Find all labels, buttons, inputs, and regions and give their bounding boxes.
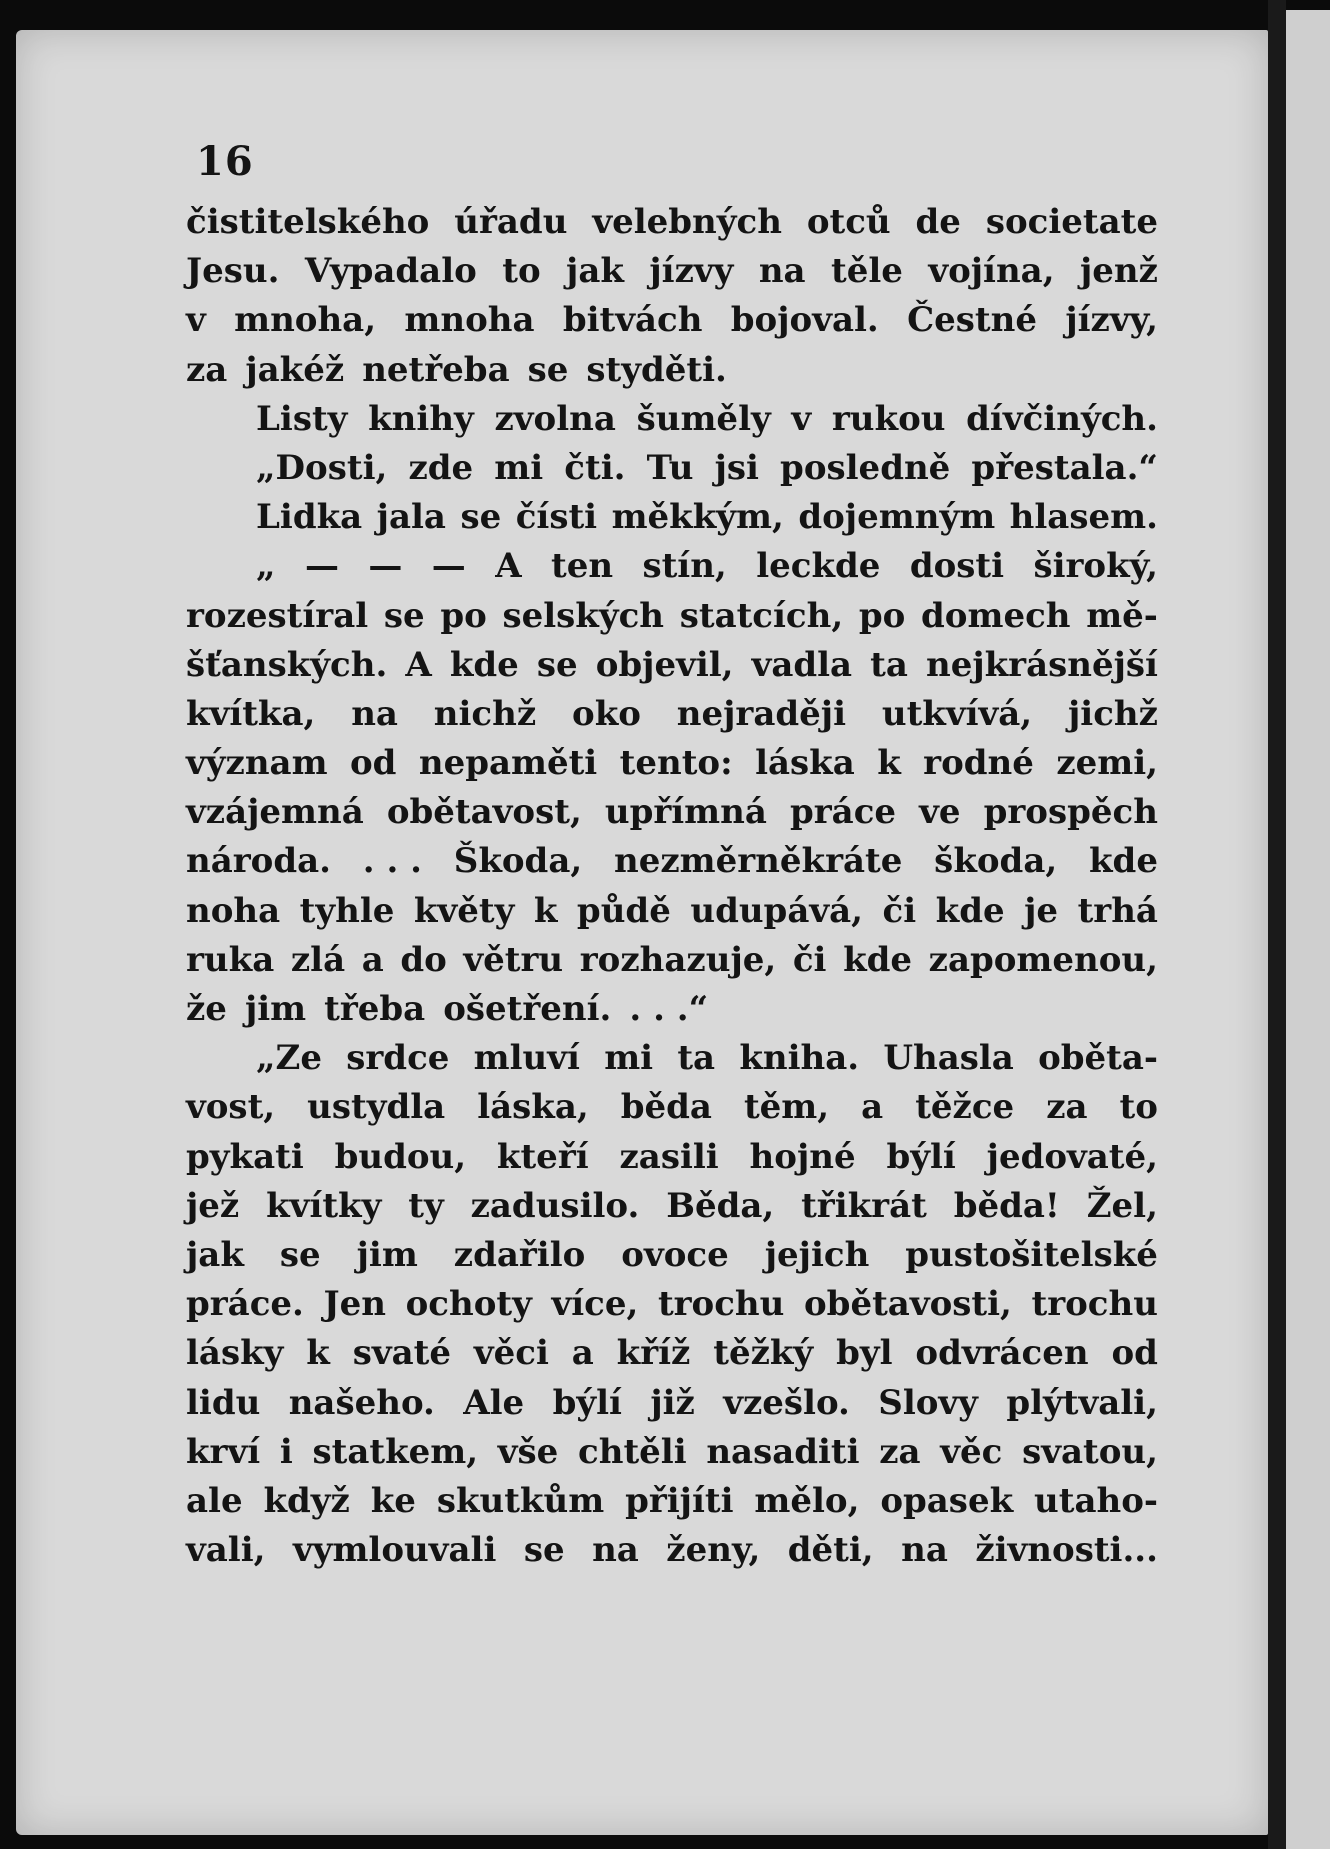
word: statcích, — [679, 595, 844, 636]
word: práce. — [186, 1284, 304, 1325]
word: — — [431, 546, 466, 587]
word: jak — [566, 251, 624, 292]
word: rozestíral — [186, 595, 369, 636]
word: zadusilo. — [470, 1185, 640, 1226]
word: skutkům — [436, 1480, 605, 1521]
word: a — [361, 939, 384, 980]
word: tento: — [619, 743, 733, 784]
word: tyhle — [299, 890, 395, 931]
word: či — [792, 939, 827, 980]
word: čistitelského — [186, 202, 430, 242]
word: těm, — [743, 1087, 830, 1128]
word: kde — [843, 939, 913, 980]
word: živnosti... — [975, 1530, 1158, 1571]
word: jak — [186, 1234, 244, 1275]
text-line — [186, 592, 1158, 641]
word: nasaditi — [706, 1431, 860, 1472]
word: zapomenou, — [928, 939, 1158, 980]
word: lásky — [186, 1333, 284, 1374]
text-line — [186, 395, 1158, 444]
text-line — [186, 1280, 1158, 1329]
word: když — [263, 1480, 350, 1521]
word: udupává, — [690, 890, 863, 931]
word: dojemným — [798, 497, 996, 538]
text-line — [186, 1428, 1158, 1477]
word: láska — [755, 743, 855, 784]
word: těle — [831, 251, 903, 292]
word: to — [502, 251, 541, 292]
word: „Ze — [256, 1038, 323, 1079]
word: pykati — [186, 1136, 304, 1177]
book-gutter — [1268, 0, 1286, 1849]
word: třikrát — [801, 1185, 927, 1226]
word: nejkrásnější — [925, 644, 1158, 685]
word: od — [1111, 1333, 1158, 1374]
word: přestala.“ — [971, 447, 1158, 488]
word: květy — [413, 890, 515, 931]
word: upřímná — [604, 792, 767, 833]
word: Běda, — [666, 1185, 775, 1226]
word: mě- — [1086, 595, 1158, 636]
word: od — [349, 743, 397, 784]
word: vzešlo. — [723, 1382, 850, 1423]
word: zde — [408, 447, 474, 488]
word: býlí — [552, 1382, 622, 1423]
word: po — [858, 595, 906, 636]
word: šťanských. — [186, 644, 388, 685]
word: čísti — [515, 497, 598, 538]
word: chtěli — [578, 1431, 687, 1472]
word: ošetření. — [443, 989, 612, 1029]
word: hojné — [749, 1136, 856, 1177]
word: se — [536, 644, 578, 685]
text-line — [186, 788, 1158, 837]
word: bojoval. — [730, 300, 879, 341]
word: — — [304, 546, 339, 587]
word: otců — [806, 202, 891, 242]
word: kvítky — [266, 1185, 382, 1226]
word: ta — [677, 1038, 716, 1079]
word: jala — [376, 497, 446, 538]
text-line — [186, 542, 1158, 591]
word: nejraději — [676, 693, 847, 734]
word: Vypadalo — [304, 251, 477, 292]
word: „Dosti, — [256, 447, 388, 488]
word: Jesu. — [186, 251, 280, 292]
word: jim — [244, 989, 307, 1029]
word: knihy — [368, 398, 474, 439]
word: škoda, — [934, 841, 1058, 882]
word: objevil, — [595, 644, 734, 685]
text-line — [186, 247, 1158, 296]
word: plýtvali, — [1006, 1382, 1158, 1423]
word: více, — [551, 1284, 639, 1325]
word: vše — [497, 1431, 559, 1472]
word: svaté — [352, 1333, 451, 1374]
word: v — [186, 300, 206, 341]
word: i — [279, 1431, 293, 1472]
text-line — [186, 493, 1158, 542]
word: utkvívá, — [881, 693, 1033, 734]
word: těžký — [713, 1333, 814, 1374]
word: leckde — [756, 546, 881, 587]
word: Škoda, — [453, 841, 583, 882]
word: jedovaté, — [986, 1136, 1158, 1177]
text-line — [186, 1379, 1158, 1428]
word: jim — [356, 1234, 418, 1275]
text-line — [186, 1477, 1158, 1526]
text-line — [186, 1083, 1158, 1132]
word: čti. — [564, 447, 626, 488]
word: Listy — [256, 398, 348, 439]
word: vojína, — [928, 251, 1055, 292]
word: odvrácen — [915, 1333, 1089, 1374]
word: národa. — [186, 841, 331, 882]
word: netřeba — [362, 349, 510, 390]
text-line — [186, 690, 1158, 739]
word: za — [186, 349, 228, 390]
word: význam — [186, 743, 328, 784]
word: a — [571, 1333, 594, 1374]
word: selských — [502, 595, 665, 636]
word: krví — [186, 1431, 261, 1472]
word: k — [306, 1333, 330, 1374]
word: či — [882, 890, 917, 931]
word: srdce — [346, 1038, 450, 1079]
word: prospěch — [983, 792, 1158, 833]
text-line — [186, 1231, 1158, 1280]
word: se — [383, 595, 425, 636]
word: měkkým, — [611, 497, 784, 538]
word: zvolna — [494, 398, 616, 439]
word: jízvy, — [1065, 300, 1158, 341]
text-line — [186, 1182, 1158, 1231]
word: na — [901, 1530, 948, 1571]
word: široký, — [1033, 546, 1158, 587]
word: půdě — [576, 890, 671, 931]
word: našeho. — [288, 1382, 435, 1423]
word: nichž — [433, 693, 537, 734]
word: jichž — [1067, 693, 1158, 734]
text-line — [186, 887, 1158, 936]
word: a — [861, 1087, 884, 1128]
word: ty — [408, 1185, 444, 1226]
word: obětavosti, — [804, 1284, 1012, 1325]
word: těžce — [915, 1087, 1015, 1128]
word: Žel, — [1086, 1185, 1158, 1226]
word: ženy, — [666, 1530, 761, 1571]
word: na — [592, 1530, 639, 1571]
word: zasili — [619, 1136, 719, 1177]
word: jež — [186, 1185, 240, 1226]
body-text — [186, 198, 1158, 1575]
word: Uhasla — [883, 1038, 1014, 1079]
word: „ — [256, 546, 276, 587]
word: oko — [572, 693, 641, 734]
word: jenž — [1079, 251, 1158, 292]
text-line — [186, 296, 1158, 345]
word: nepaměti — [418, 743, 598, 784]
word: kniha. — [739, 1038, 860, 1079]
word: opasek — [880, 1480, 1014, 1521]
word: mnoha, — [234, 300, 377, 341]
word: noha — [186, 890, 281, 931]
word: utaho- — [1034, 1480, 1158, 1521]
word: pustošitelské — [905, 1234, 1158, 1275]
word: se — [523, 1530, 565, 1571]
word: — — [368, 546, 403, 587]
word: oběta- — [1038, 1038, 1158, 1079]
word: A — [405, 644, 432, 685]
word: . . .“ — [629, 989, 709, 1029]
word: ovoce — [621, 1234, 729, 1275]
word: větru — [463, 939, 564, 980]
word: po — [440, 595, 487, 636]
word: posledně — [780, 447, 951, 488]
text-line — [186, 346, 1158, 395]
word: budou, — [334, 1136, 467, 1177]
word: ochoty — [405, 1284, 532, 1325]
word: se — [460, 497, 502, 538]
word: statkem, — [312, 1431, 479, 1472]
word: býlí — [886, 1136, 956, 1177]
word: vost, — [186, 1087, 276, 1128]
word: rodné — [923, 743, 1034, 784]
word: jakéž — [245, 349, 345, 390]
word: mi — [604, 1038, 654, 1079]
word: A — [495, 546, 522, 587]
word: že — [186, 989, 227, 1029]
word: bitvách — [562, 300, 703, 341]
word: velebných — [592, 202, 782, 242]
word: ke — [370, 1480, 416, 1521]
word: dosti — [909, 546, 1005, 587]
word: věci — [473, 1333, 549, 1374]
word: rukou — [831, 398, 946, 439]
word: dívčiných. — [966, 398, 1158, 439]
text-line — [186, 837, 1158, 886]
text-line — [186, 1034, 1158, 1083]
word: vymlouvali — [292, 1530, 497, 1571]
word: ustydla — [307, 1087, 446, 1128]
word: nezměrněkráte — [614, 841, 903, 882]
word: jejich — [764, 1234, 870, 1275]
word: zlá — [290, 939, 346, 980]
word: mnoha — [404, 300, 535, 341]
text-line — [186, 641, 1158, 690]
word: se — [279, 1234, 321, 1275]
word: Tu — [646, 447, 694, 488]
word: mluví — [473, 1038, 580, 1079]
word: láska, — [477, 1087, 589, 1128]
word: domech — [921, 595, 1071, 636]
word: třeba — [324, 989, 426, 1029]
text-line — [186, 985, 1158, 1034]
word: za — [879, 1431, 921, 1472]
word: ruka — [186, 939, 275, 980]
word: kde — [935, 890, 1005, 931]
word: styděti. — [586, 349, 727, 390]
word: lidu — [186, 1382, 261, 1423]
word: na — [351, 693, 398, 734]
word: vali, — [186, 1530, 266, 1571]
word: svatou, — [1022, 1431, 1158, 1472]
word: Lidka — [256, 497, 363, 538]
page-number: 16 — [196, 138, 254, 185]
word: byl — [836, 1333, 893, 1374]
text-line — [186, 739, 1158, 788]
word: úřadu — [454, 202, 568, 242]
word: již — [650, 1382, 695, 1423]
text-line — [186, 198, 1158, 247]
word: zdařilo — [453, 1234, 586, 1275]
word: běda — [620, 1087, 712, 1128]
word: jízvy — [649, 251, 734, 292]
word: . . . — [362, 841, 422, 882]
word: Ale — [463, 1382, 525, 1423]
word: v — [791, 398, 812, 439]
word: kde — [449, 644, 519, 685]
word: rozhazuje, — [579, 939, 777, 980]
word: ale — [186, 1480, 243, 1521]
text-line — [186, 1133, 1158, 1182]
adjacent-page-edge — [1286, 10, 1330, 1849]
text-line — [186, 1526, 1158, 1575]
word: jsi — [714, 447, 759, 488]
word: kříž — [616, 1333, 691, 1374]
word: societate — [985, 202, 1158, 242]
text-line — [186, 1329, 1158, 1378]
word: stín, — [642, 546, 727, 587]
word: trochu — [657, 1284, 785, 1325]
word: kvítka, — [186, 693, 316, 734]
word: ten — [550, 546, 614, 587]
word: de — [915, 202, 961, 242]
word: vzájemná — [186, 792, 364, 833]
word: Čestné — [907, 300, 1037, 341]
word: práce — [790, 792, 897, 833]
word: obětavost, — [386, 792, 582, 833]
word: Slovy — [878, 1382, 978, 1423]
word: kde — [1089, 841, 1158, 882]
word: na — [758, 251, 806, 292]
word: zemi, — [1056, 743, 1158, 784]
word: trhá — [1077, 890, 1158, 931]
word: ve — [919, 792, 961, 833]
word: k — [533, 890, 558, 931]
word: se — [527, 349, 569, 390]
word: hlasem. — [1009, 497, 1158, 538]
text-line — [186, 936, 1158, 985]
word: to — [1119, 1087, 1158, 1128]
word: mi — [494, 447, 544, 488]
word: trochu — [1031, 1284, 1158, 1325]
word: věc — [940, 1431, 1003, 1472]
word: vadla — [751, 644, 853, 685]
word: za — [1046, 1087, 1088, 1128]
word: přijíti — [625, 1480, 734, 1521]
word: děti, — [787, 1530, 874, 1571]
word: k — [877, 743, 901, 784]
word: běda! — [953, 1185, 1060, 1226]
word: je — [1024, 890, 1059, 931]
word: Jen — [323, 1284, 386, 1325]
word: šuměly — [636, 398, 771, 439]
word: do — [400, 939, 447, 980]
word: mělo, — [754, 1480, 860, 1521]
word: kteří — [496, 1136, 589, 1177]
word: ta — [870, 644, 908, 685]
text-line — [186, 444, 1158, 493]
